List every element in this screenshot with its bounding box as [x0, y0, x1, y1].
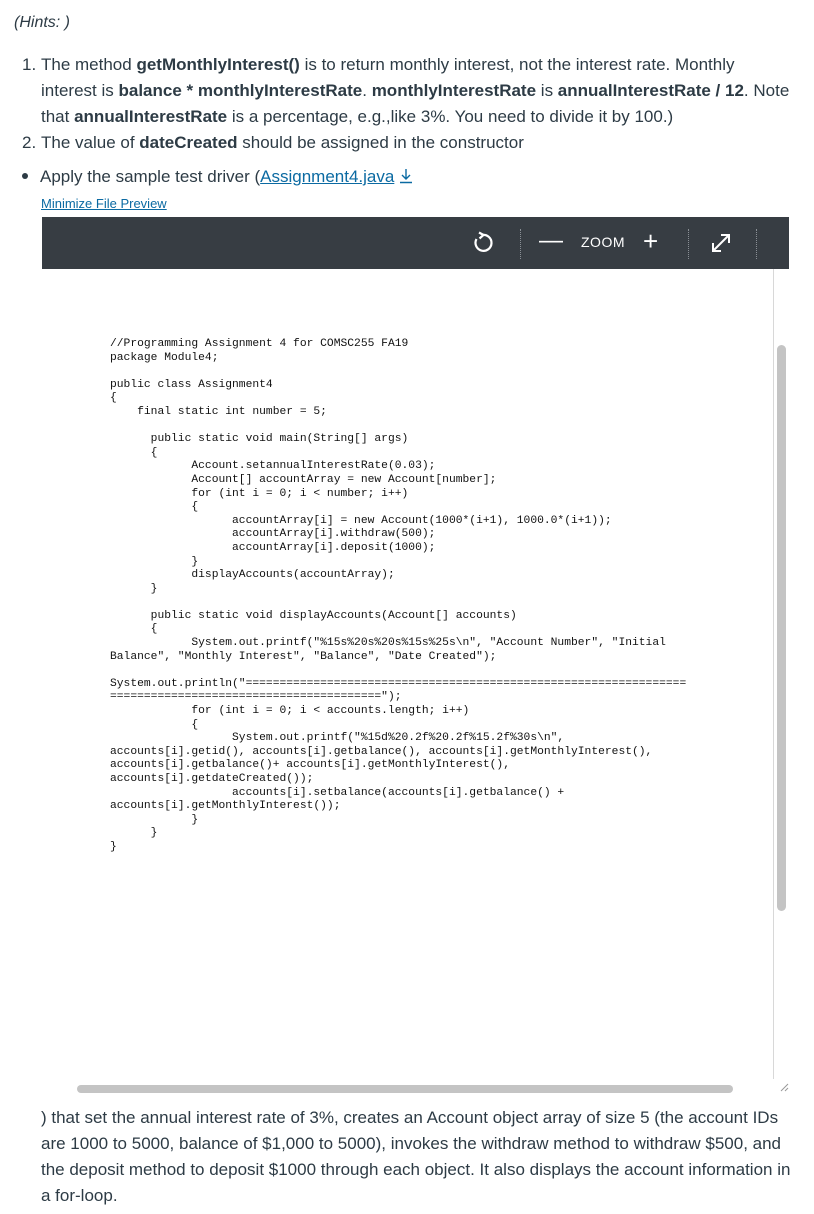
- bold-term: annualInterestRate / 12: [557, 81, 744, 100]
- assignment-description: ) that set the annual interest rate of 3%, creates an Account object array of size 5 (the account IDs are 1000 to 5000, balance of $1,000 to 5000), invokes the withdraw method to withdraw $500, and the deposit method to deposit $1000 through each object. It also displays the account information in a for-loop.: [41, 1108, 791, 1205]
- hint-steps-list: [22, 52, 792, 156]
- hint-text-run: .: [362, 81, 372, 100]
- hint-step-text: [41, 55, 789, 126]
- bullet-prefix-text: Apply the sample test driver (: [40, 167, 261, 186]
- hint-step-number: 1.: [22, 55, 37, 74]
- zoom-out-button[interactable]: —: [539, 227, 563, 254]
- toolbar-divider: [756, 229, 757, 259]
- download-arrow-icon[interactable]: [398, 166, 414, 192]
- assignment4-java-link[interactable]: Assignment4.java: [260, 167, 395, 186]
- hint-text-run: is: [536, 81, 558, 100]
- hint-text-run: is to return monthly interest, not the interest rate. Monthly interest is: [41, 55, 735, 100]
- hint-text-run: The method: [41, 55, 137, 74]
- hint-text-run: . Note that: [41, 81, 790, 126]
- code-listing: //Programming Assignment 4 for COMSC255 FA19 package Module4; public class Assignment4 { final static int number = 5; public static void main(String[] args) { Account.setannualInterestRate(0.03); Account[] accountArray = new Account[number]; for (int i = 0; i < number; i++) { accountArray[i] = new Account(1000*(i+1), 1000.0*(i+1)); accountArray[i].withdraw(500); accountArray[i].deposit(1000); } displayAccounts(accountArray); } public static void displayAccounts(Account[] accounts) { System.out.printf("%15s%20s%20s%15s%25s\n", "Account Number", "Initial Balance", "Monthly Interest", "Balance", "Date Created"); System.out.println("================================================================= ========================================"); for (int i = 0; i < accounts.length; i++) { System.out.printf("%15d%20.2f%20.2f%15.2f%30s\n", accounts[i].getid(), accounts[i].getbalance(), accounts[i].getMonthlyInterest(), accounts[i].getbalance()+ accounts[i].getMonthlyInterest(), accounts[i].getdateCreated()); accounts[i].setbalance(accounts[i].getbalance() + accounts[i].getMonthlyInterest()); } } }: [110, 338, 687, 853]
- zoom-label: ZOOM: [581, 234, 625, 250]
- reload-icon[interactable]: [470, 231, 494, 255]
- bold-term: balance * monthlyInterestRate: [118, 81, 363, 100]
- hint-text-run: is a percentage, e.g.,like 3%. You need to divide it by 100.): [227, 107, 674, 126]
- zoom-in-button[interactable]: +: [643, 226, 659, 256]
- bold-term: monthlyInterestRate: [371, 81, 537, 100]
- hint-text-run: should be assigned in the constructor: [237, 133, 524, 152]
- bullet-dot: [22, 173, 28, 179]
- hint-step-number: 2.: [22, 133, 37, 152]
- vertical-scrollbar[interactable]: [777, 345, 786, 911]
- hint-step-1: [22, 52, 792, 130]
- document-page: [42, 269, 774, 1079]
- hint-step-2: [22, 130, 792, 156]
- hints-label: (Hints: ): [14, 14, 70, 31]
- horizontal-scrollbar[interactable]: [77, 1085, 733, 1093]
- toolbar-divider: [520, 229, 521, 259]
- bold-term: dateCreated: [139, 133, 238, 152]
- resize-handle-icon[interactable]: [779, 1079, 789, 1089]
- minimize-file-preview-link[interactable]: Minimize File Preview: [41, 196, 167, 211]
- hint-step-text: [41, 133, 524, 152]
- file-preview-viewer: [42, 217, 789, 1087]
- preview-toolbar: [42, 217, 789, 269]
- bold-term: getMonthlyInterest(): [136, 55, 300, 74]
- fullscreen-expand-icon[interactable]: [709, 231, 733, 255]
- toolbar-divider: [688, 229, 689, 259]
- hint-text-run: The value of: [41, 133, 140, 152]
- bold-term: annualInterestRate: [74, 107, 228, 126]
- test-driver-bullet: [22, 164, 414, 192]
